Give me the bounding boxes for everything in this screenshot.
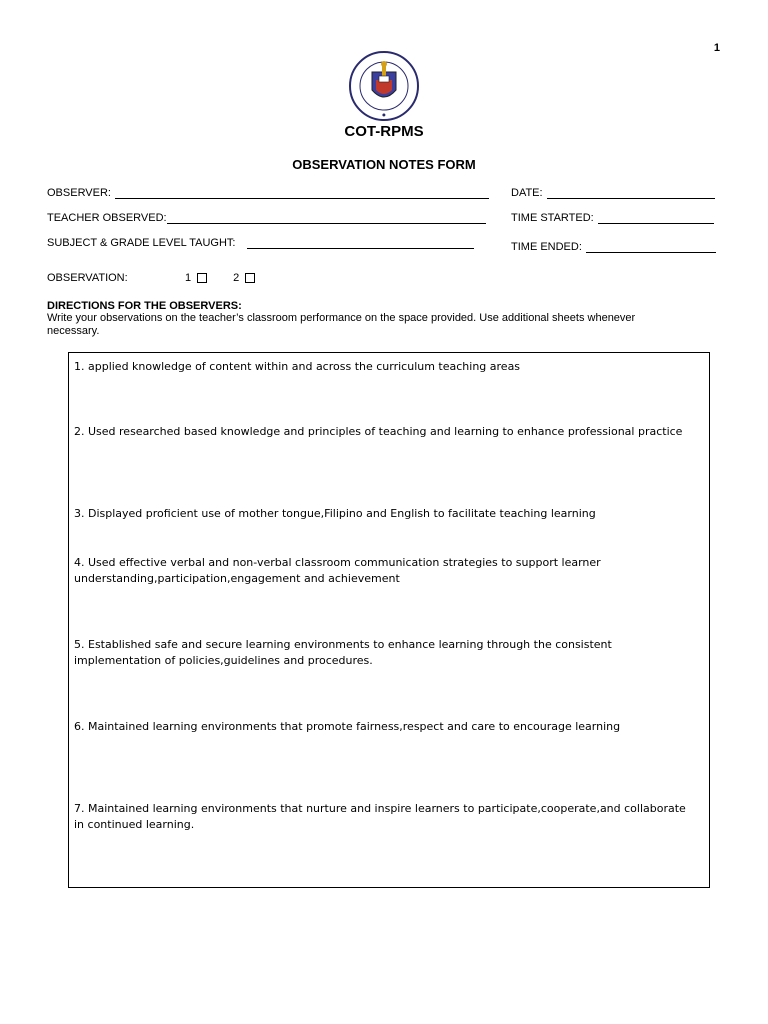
- observation-option-2[interactable]: [233, 272, 255, 284]
- observation-option-1-label: 1: [185, 272, 192, 284]
- observer-line[interactable]: [115, 186, 489, 199]
- time-started-field[interactable]: [511, 211, 714, 224]
- observation-label: OBSERVATION:: [47, 272, 128, 284]
- teacher-observed-label: TEACHER OBSERVED:: [47, 212, 167, 224]
- subject-grade-field[interactable]: [47, 236, 474, 249]
- criterion-item-3: 3. Displayed proficient use of mother tongue,Filipino and English to facilitate teaching learning: [74, 507, 596, 520]
- time-ended-field[interactable]: [511, 240, 716, 253]
- observer-field[interactable]: [47, 186, 489, 199]
- criterion-item-4: 4. Used effective verbal and non-verbal classroom communication strategies to support learner understanding,participation,engagement and achievement: [74, 556, 601, 585]
- observation-option-2-label: 2: [233, 272, 240, 284]
- teacher-observed-field[interactable]: [47, 211, 486, 224]
- date-field[interactable]: [511, 186, 715, 199]
- criterion-item-6: 6. Maintained learning environments that promote fairness,respect and care to encourage learning: [74, 720, 621, 733]
- form-title: OBSERVATION NOTES FORM: [292, 157, 476, 172]
- date-line[interactable]: [547, 186, 715, 199]
- subject-grade-label: SUBJECT & GRADE LEVEL TAUGHT:: [47, 237, 236, 249]
- criterion-item-2: 2. Used researched based knowledge and principles of teaching and learning to enhance professional practice: [74, 425, 683, 438]
- svg-text:●: ●: [382, 112, 386, 117]
- time-started-label: TIME STARTED:: [511, 212, 594, 224]
- page-number: 1: [713, 42, 720, 54]
- time-ended-label: TIME ENDED:: [511, 241, 582, 253]
- time-ended-line[interactable]: [586, 240, 716, 253]
- checkbox-2-icon[interactable]: [245, 273, 255, 283]
- observation-option-1[interactable]: [185, 272, 207, 284]
- criterion-item-5: 5. Established safe and secure learning environments to enhance learning through the consistent implementation of policies,guidelines and procedures.: [74, 638, 612, 667]
- deped-seal-logo: [348, 50, 420, 122]
- time-started-line[interactable]: [598, 211, 714, 224]
- observer-label: OBSERVER:: [47, 187, 111, 199]
- subject-grade-line[interactable]: [247, 236, 474, 249]
- checkbox-1-icon[interactable]: [197, 273, 207, 283]
- observation-notes-box[interactable]: [68, 352, 710, 888]
- document-title: COT-RPMS: [344, 123, 424, 140]
- teacher-observed-line[interactable]: [167, 211, 486, 224]
- directions-section: [47, 300, 687, 338]
- directions-text: Write your observations on the teacher’s classroom performance on the space provided. Use additional sheets whenever necessary.: [47, 312, 636, 337]
- date-label: DATE:: [511, 187, 543, 199]
- criterion-item-7: 7. Maintained learning environments that nurture and inspire learners to participate,cooperate,and collaborate in continued learning.: [74, 802, 686, 831]
- directions-heading: DIRECTIONS FOR THE OBSERVERS:: [47, 300, 242, 312]
- observation-row: [47, 272, 255, 284]
- criterion-item-1: 1. applied knowledge of content within and across the curriculum teaching areas: [74, 360, 521, 373]
